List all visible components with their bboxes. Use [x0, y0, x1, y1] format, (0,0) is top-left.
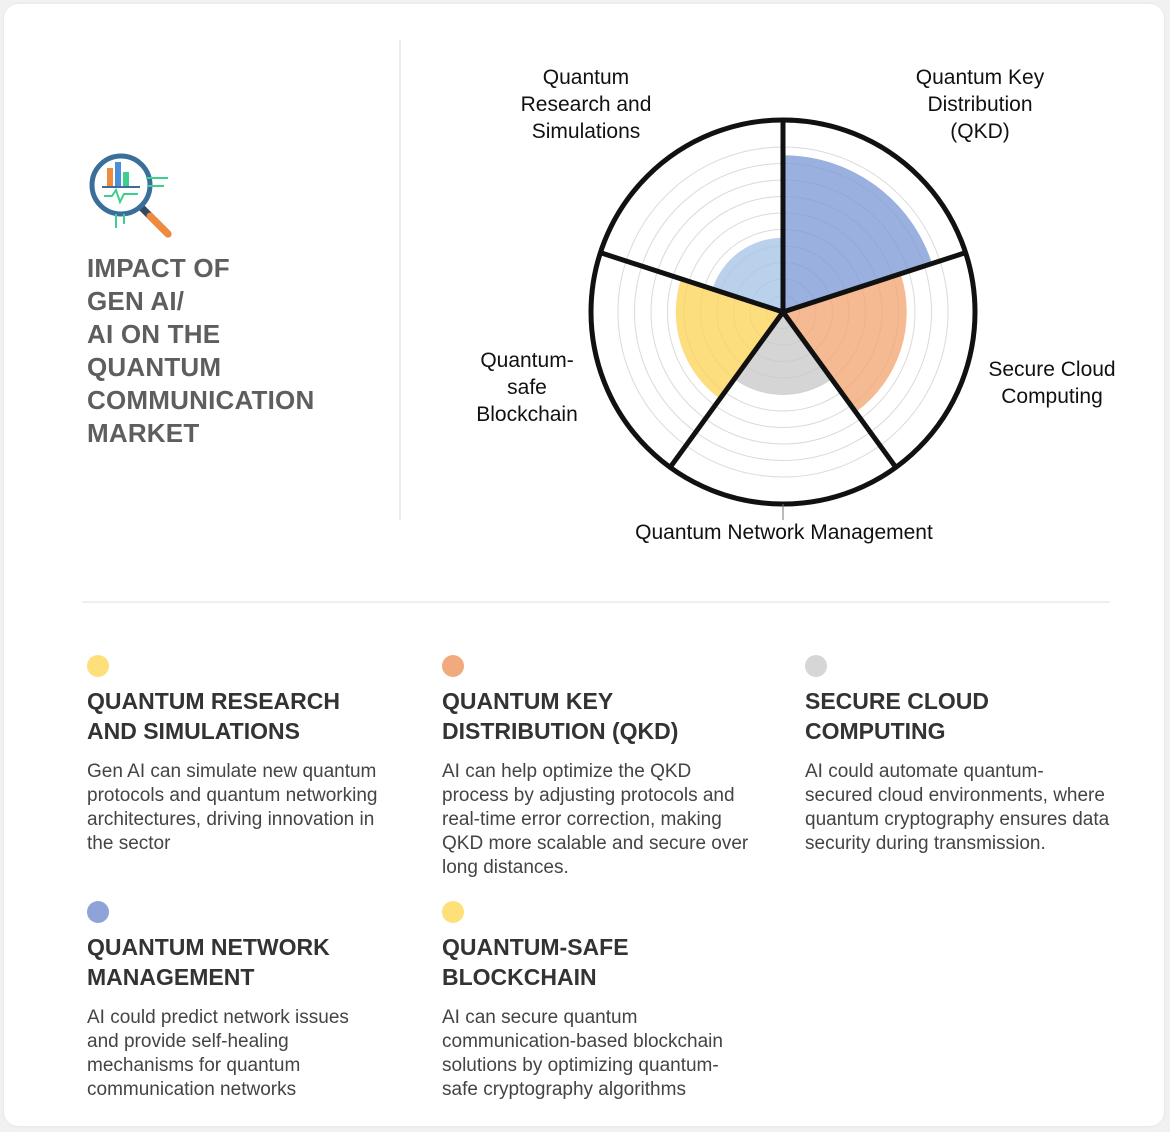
legend-dot	[87, 901, 109, 923]
chart-label-blockchain: Quantum- safe Blockchain	[476, 349, 578, 426]
item-network-management	[87, 901, 417, 1102]
chart-label-secure-cloud: Secure Cloud Computing	[988, 358, 1116, 408]
item-title: QUANTUM NETWORK MANAGEMENT	[87, 934, 330, 990]
legend-dot	[442, 901, 464, 923]
item-description: AI can secure quantum communication-based blockchain solutions by optimizing quantum- safe cryptography algorithms	[442, 1007, 723, 1100]
market-analysis-magnifier-icon	[84, 148, 176, 240]
chart-label-network-management: Quantum Network Management	[635, 521, 933, 544]
legend-dot	[442, 655, 464, 677]
title-line: MARKET	[87, 418, 200, 448]
title-line: IMPACT OF	[87, 253, 230, 283]
vertical-divider	[399, 40, 401, 520]
item-title: SECURE CLOUD COMPUTING	[805, 688, 990, 744]
item-quantum-safe-blockchain	[442, 901, 772, 1102]
legend-dot	[805, 655, 827, 677]
item-description: AI could predict network issues and provide self-healing mechanisms for quantum communication networks	[87, 1007, 349, 1100]
legend-dot	[87, 655, 109, 677]
item-title: QUANTUM KEY DISTRIBUTION (QKD)	[442, 688, 679, 744]
item-title: QUANTUM RESEARCH AND SIMULATIONS	[87, 688, 340, 744]
title-line: COMMUNICATION	[87, 385, 315, 415]
title-line: QUANTUM	[87, 352, 222, 382]
title-line: AI ON THE	[87, 319, 221, 349]
chart-label-research: Quantum Research and Simulations	[520, 66, 652, 143]
item-description: AI could automate quantum- secured cloud environments, where quantum cryptography ensures data security during transmission.	[805, 761, 1110, 854]
page-title	[87, 252, 387, 450]
item-secure-cloud	[805, 655, 1135, 856]
chart-label-qkd: Quantum Key Distribution (QKD)	[915, 66, 1045, 143]
item-quantum-research	[87, 655, 417, 856]
item-description: Gen AI can simulate new quantum protocols and quantum networking architectures, driving innovation in the sector	[87, 761, 378, 854]
horizontal-divider	[82, 601, 1110, 603]
title-line: GEN AI/	[87, 286, 185, 316]
item-qkd	[442, 655, 772, 880]
item-title: QUANTUM-SAFE BLOCKCHAIN	[442, 934, 629, 990]
item-description: AI can help optimize the QKD process by adjusting protocols and real-time error correction, making QKD more scalable and secure over long distances.	[442, 761, 749, 878]
